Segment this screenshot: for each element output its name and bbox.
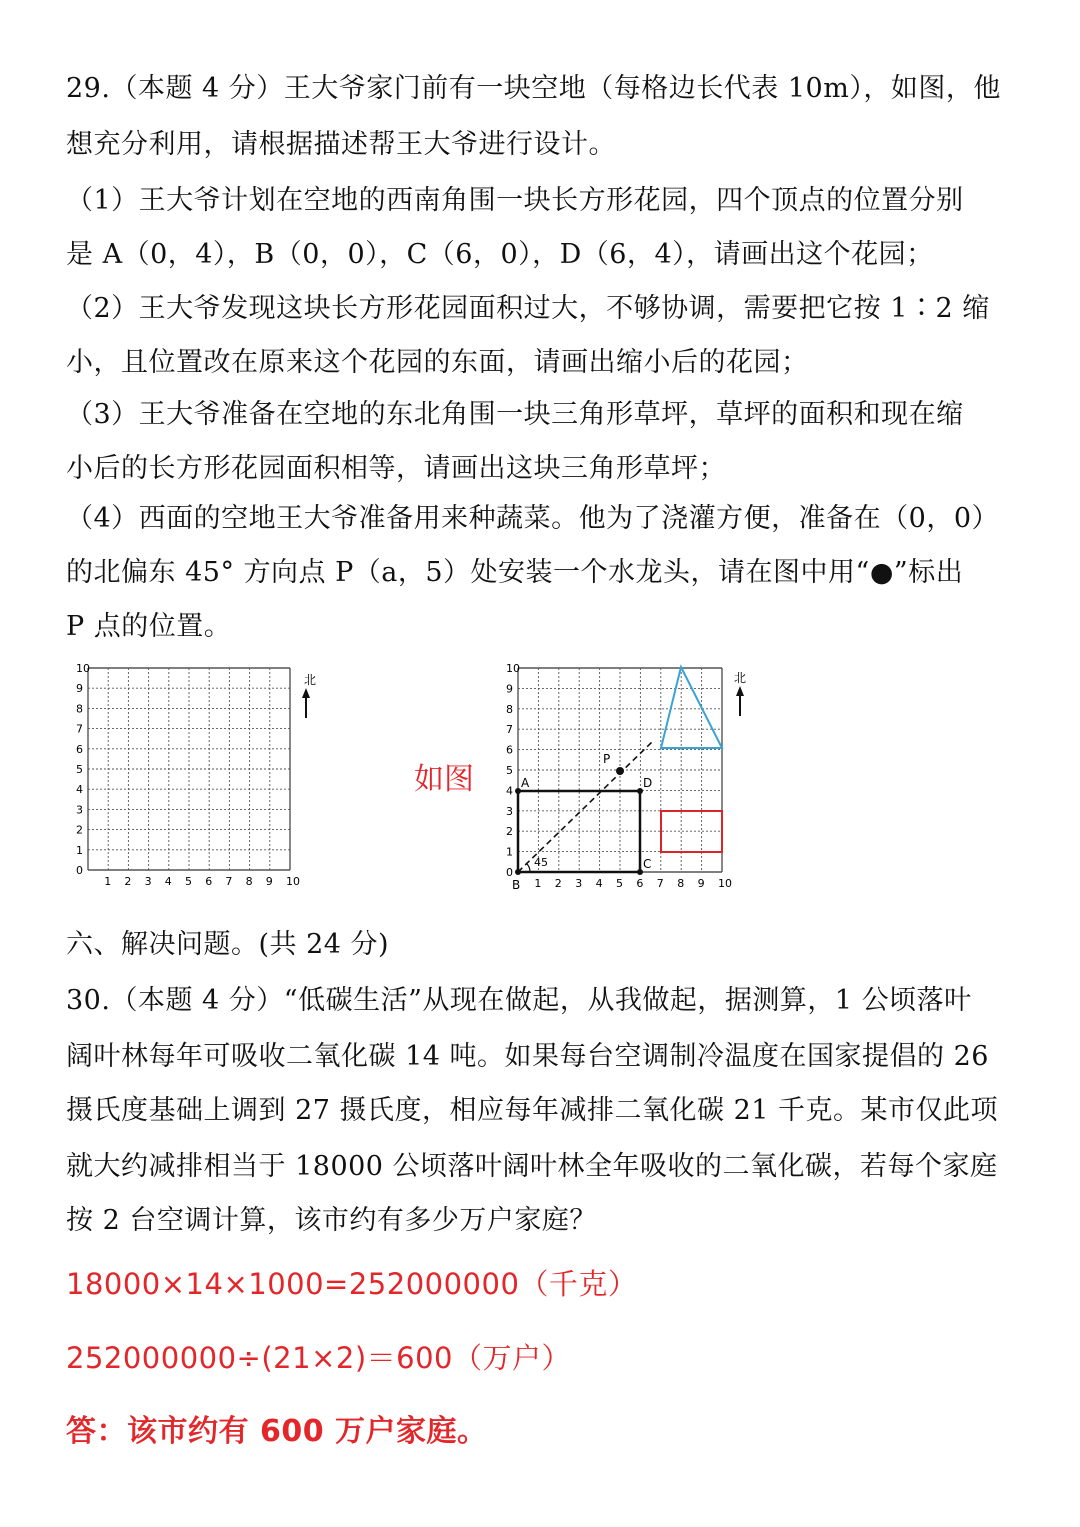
- angle-label: 45: [534, 856, 548, 869]
- y-tick-label: 3: [506, 804, 513, 818]
- solution-equation-1: 18000×14×1000=252000000（千克）: [66, 1267, 638, 1301]
- y-tick-label: 8: [506, 702, 513, 716]
- x-tick-label: 10: [286, 875, 300, 888]
- x-tick-label: 4: [164, 875, 172, 888]
- y-tick-label: 6: [76, 742, 83, 756]
- q29-part4-line-1: （4）西面的空地王大爷准备用来种蔬菜。他为了浇灌方便，准备在（0，0）: [66, 503, 1000, 534]
- north-label: 北: [304, 673, 317, 687]
- q29-part4-line-2: 的北偏东 45° 方向点 P（a，5）处安装一个水龙头，请在图中用“●”标出: [66, 557, 964, 588]
- x-tick-label: 8: [245, 875, 253, 888]
- x-tick-label: 4: [595, 877, 603, 890]
- y-tick-label: 2: [76, 823, 83, 837]
- y-tick-label: 1: [76, 843, 83, 857]
- x-tick-label: 2: [554, 877, 562, 890]
- x-tick-label: 9: [697, 877, 705, 890]
- x-tick-label: 5: [185, 875, 192, 888]
- label-p: P: [603, 752, 611, 766]
- north-arrow-head: [302, 688, 310, 698]
- y-tick-label: 10: [76, 662, 90, 675]
- y-tick-label: 7: [506, 723, 513, 737]
- y-tick-label: 9: [506, 682, 513, 696]
- solution-equation-2: 252000000÷(21×2)＝600（万户）: [66, 1341, 571, 1375]
- x-tick-label: 7: [225, 875, 233, 888]
- y-tick-label: 10: [506, 662, 520, 675]
- solution-answer: 答：该市约有 600 万户家庭。: [66, 1414, 488, 1449]
- figure-label: 如图: [414, 762, 474, 797]
- q30-line-2: 阔叶林每年可吸收二氧化碳 14 吨。如果每台空调制冷温度在国家提倡的 26: [66, 1041, 989, 1072]
- point-p-marker: [616, 767, 624, 775]
- x-tick-label: 6: [205, 875, 213, 888]
- label-a: A: [521, 776, 530, 790]
- answer-grid-figure: [494, 656, 764, 892]
- x-tick-label: 8: [677, 877, 685, 890]
- q29-part2-line-1: （2）王大爷发现这块长方形花园面积过大，不够协调，需要把它按 1∶2 缩: [66, 293, 990, 324]
- north-arrow-head-2: [736, 686, 744, 696]
- label-b: B: [512, 878, 521, 892]
- y-tick-label: 6: [506, 743, 513, 757]
- north-label-2: 北: [734, 671, 747, 685]
- q29-part2-line-2: 小，且位置改在原来这个花园的东面，请画出缩小后的花园；: [66, 347, 809, 378]
- x-tick-label: 5: [616, 877, 623, 890]
- x-tick-label: 1: [534, 877, 542, 890]
- label-d: D: [643, 776, 653, 790]
- q29-part1-line-1: （1）王大爷计划在空地的西南角围一块长方形花园，四个顶点的位置分别: [66, 185, 964, 216]
- y-tick-label: 4: [506, 784, 513, 798]
- q30-line-1: 30.（本题 4 分）“低碳生活”从现在做起，从我做起，据测算，1 公顷落叶: [66, 985, 972, 1016]
- y-tick-label: 2: [506, 825, 513, 839]
- q29-part4-line-3: P 点的位置。: [66, 611, 232, 642]
- q29-part3-line-2: 小后的长方形花园面积相等，请画出这块三角形草坪；: [66, 453, 726, 484]
- label-c: C: [643, 857, 652, 871]
- angle-arc: [526, 863, 530, 872]
- y-tick-label: 1: [506, 845, 513, 859]
- x-tick-label: 2: [124, 875, 132, 888]
- y-tick-label: 3: [76, 803, 83, 817]
- x-tick-label: 3: [575, 877, 583, 890]
- x-tick-label: 3: [144, 875, 152, 888]
- x-tick-label: 1: [104, 875, 112, 888]
- y-tick-label: 0: [76, 864, 83, 877]
- y-tick-label: 5: [76, 763, 83, 776]
- y-tick-label: 4: [76, 783, 83, 797]
- q29-line-2: 想充分利用，请根据描述帮王大爷进行设计。: [66, 129, 616, 160]
- q30-line-3: 摄氏度基础上调到 27 摄氏度，相应每年减排二氧化碳 21 千克。某市仅此项: [66, 1095, 999, 1126]
- x-tick-label: 7: [656, 877, 664, 890]
- y-tick-label: 7: [76, 722, 83, 736]
- y-tick-label: 5: [506, 764, 513, 777]
- q30-line-4: 就大约减排相当于 18000 公顷落叶阔叶林全年吸收的二氧化碳，若每个家庭: [66, 1151, 998, 1182]
- q29-line-1: 29.（本题 4 分）王大爷家门前有一块空地（每格边长代表 10m），如图，他: [66, 73, 1001, 104]
- x-tick-label: 9: [265, 875, 273, 888]
- y-tick-label: 9: [76, 682, 83, 696]
- q30-line-5: 按 2 台空调计算，该市约有多少万户家庭？: [66, 1205, 597, 1236]
- lawn-triangle: [661, 667, 722, 748]
- blank-grid-figure: [60, 660, 330, 890]
- y-tick-label: 8: [76, 702, 83, 716]
- section-6-title: 六、解决问题。(共 24 分): [66, 929, 390, 960]
- x-tick-label: 6: [636, 877, 644, 890]
- y-tick-label: 0: [506, 866, 513, 879]
- x-tick-label: 10: [718, 877, 732, 890]
- q29-part1-line-2: 是 A（0，4），B（0，0），C（6，0），D（6，4），请画出这个花园；: [66, 239, 934, 270]
- q29-part3-line-1: （3）王大爷准备在空地的东北角围一块三角形草坪，草坪的面积和现在缩: [66, 399, 964, 430]
